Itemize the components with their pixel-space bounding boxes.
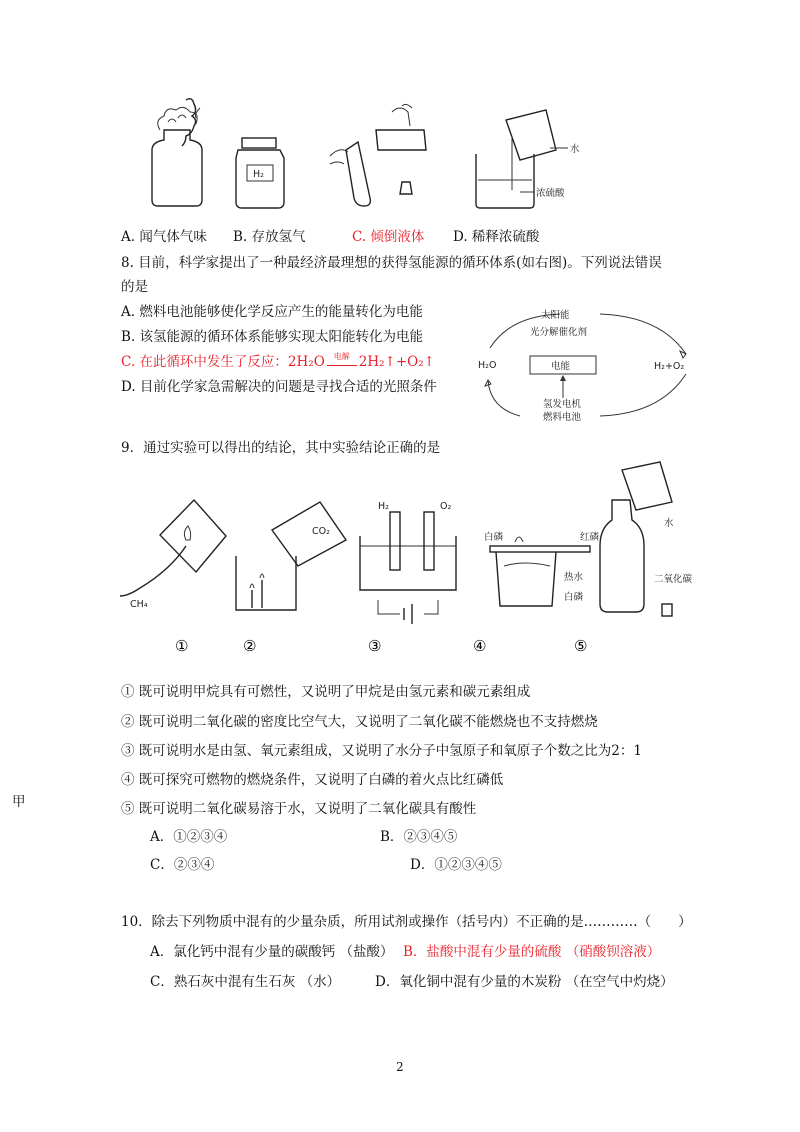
co2-bottle-label: 二氧化碳: [654, 574, 693, 585]
q7-option-c: C. 倾倒液体: [352, 229, 425, 245]
q9-statement-1: ① 既可说明甲烷具有可燃性，又说明了甲烷是由氢元素和碳元素组成: [121, 684, 531, 700]
q9-stem: 9．通过实验可以得出的结论，其中实验结论正确的是: [121, 440, 441, 456]
diagram-catalyst-label: 光分解催化剂: [530, 327, 588, 338]
diagram-sun-label: 太阳能: [541, 310, 570, 321]
q7-option-b: B. 存放氢气: [233, 229, 306, 245]
q10-stem: 10．除去下列物质中混有的少量杂质，所用试剂或操作（括号内）不正确的是…………（ ）: [121, 914, 692, 930]
figure-number-1: ①: [175, 637, 189, 655]
q8-option-a: A. 燃料电池能够使化学反应产生的能量转化为电能: [121, 304, 423, 320]
diagram-electricity-label: 电能: [551, 361, 571, 372]
co2-label: CO₂: [312, 526, 330, 537]
h2-tube-label: H₂: [378, 501, 389, 512]
q8-option-c-prefix: C. 在此循环中发生了反应：2H₂O: [121, 354, 325, 370]
figure-number-4: ④: [473, 637, 487, 655]
h2-label: H₂: [253, 169, 264, 180]
hot-water-label: 热水: [564, 572, 584, 583]
margin-character: 甲: [12, 794, 26, 810]
q9-option-c: C．②③④: [150, 857, 215, 873]
acid-label: 浓硫酸: [536, 188, 565, 199]
q9-option-d: D．①②③④⑤: [410, 857, 502, 873]
q9-statement-5: ⑤ 既可说明二氧化碳易溶于水，又说明了二氧化碳具有酸性: [121, 801, 477, 817]
q8-option-c-products: 2H₂↑+O₂↑: [358, 354, 435, 370]
q8-reaction-condition: 电解: [333, 352, 350, 361]
white-phosphorus-top-label: 白磷: [484, 532, 504, 543]
q9-statement-4: ④ 既可探究可燃物的燃烧条件，又说明了白磷的着火点比红磷低: [121, 772, 504, 788]
q9-option-b: B．②③④⑤: [380, 829, 458, 845]
water-bottle-label: 水: [664, 518, 674, 529]
diagram-generator-label: 氢发电机: [543, 399, 582, 410]
q10-option-c: C．熟石灰中混有生石灰 （水）: [150, 974, 341, 990]
q7-option-a: A. 闻气体气味: [121, 229, 207, 245]
q8-stem-line2: 的是: [121, 279, 148, 295]
red-phosphorus-label: 红磷: [580, 532, 600, 543]
q8-option-b: B. 该氢能源的循环体系能够实现太阳能转化为电能: [121, 329, 424, 345]
diagram-fuel-cell-label: 燃料电池: [543, 412, 582, 423]
q8-option-d: D. 目前化学家急需解决的问题是寻找合适的光照条件: [121, 379, 437, 395]
figure-number-3: ③: [368, 637, 382, 655]
white-phosphorus-bottom-label: 白磷: [564, 592, 584, 603]
q10-option-a: A．氯化钙中混有少量的碳酸钙 （盐酸）: [150, 944, 394, 960]
figure-number-2: ②: [243, 637, 257, 655]
q9-statement-3: ③ 既可说明水是由氢、氧元素组成，又说明了水分子中氢原子和氧原子个数之比为2：1: [121, 743, 642, 759]
figure-number-5: ⑤: [574, 637, 588, 655]
q10-option-b: B．盐酸中混有少量的硫酸 （硝酸钡溶液）: [403, 944, 661, 960]
diagram-h2o2-label: H₂+O₂: [654, 361, 685, 372]
ch4-label: CH₄: [130, 599, 148, 610]
q9-statement-2: ② 既可说明二氧化碳的密度比空气大，又说明了二氧化碳不能燃烧也不支持燃烧: [121, 714, 598, 730]
electrolysis-figure: [360, 512, 456, 624]
co2-bottle-figure: [600, 462, 672, 616]
q8-stem-line1: 8. 目前，科学家提出了一种最经济最理想的获得氢能源的循环体系(如右图)。下列说法错误: [121, 255, 662, 271]
water-label: 水: [570, 144, 580, 155]
q7-option-d: D. 稀释浓硫酸: [453, 229, 540, 245]
page-number: 2: [396, 1060, 404, 1074]
diagram-water-label: H₂O: [478, 360, 497, 371]
methane-burning-figure: [120, 500, 226, 596]
q9-option-a: A．①②③④: [150, 829, 228, 845]
co2-candles-figure: [236, 502, 346, 610]
o2-tube-label: O₂: [440, 501, 452, 512]
q10-option-d: D．氧化铜中混有少量的木炭粉 （在空气中灼烧）: [375, 974, 674, 990]
